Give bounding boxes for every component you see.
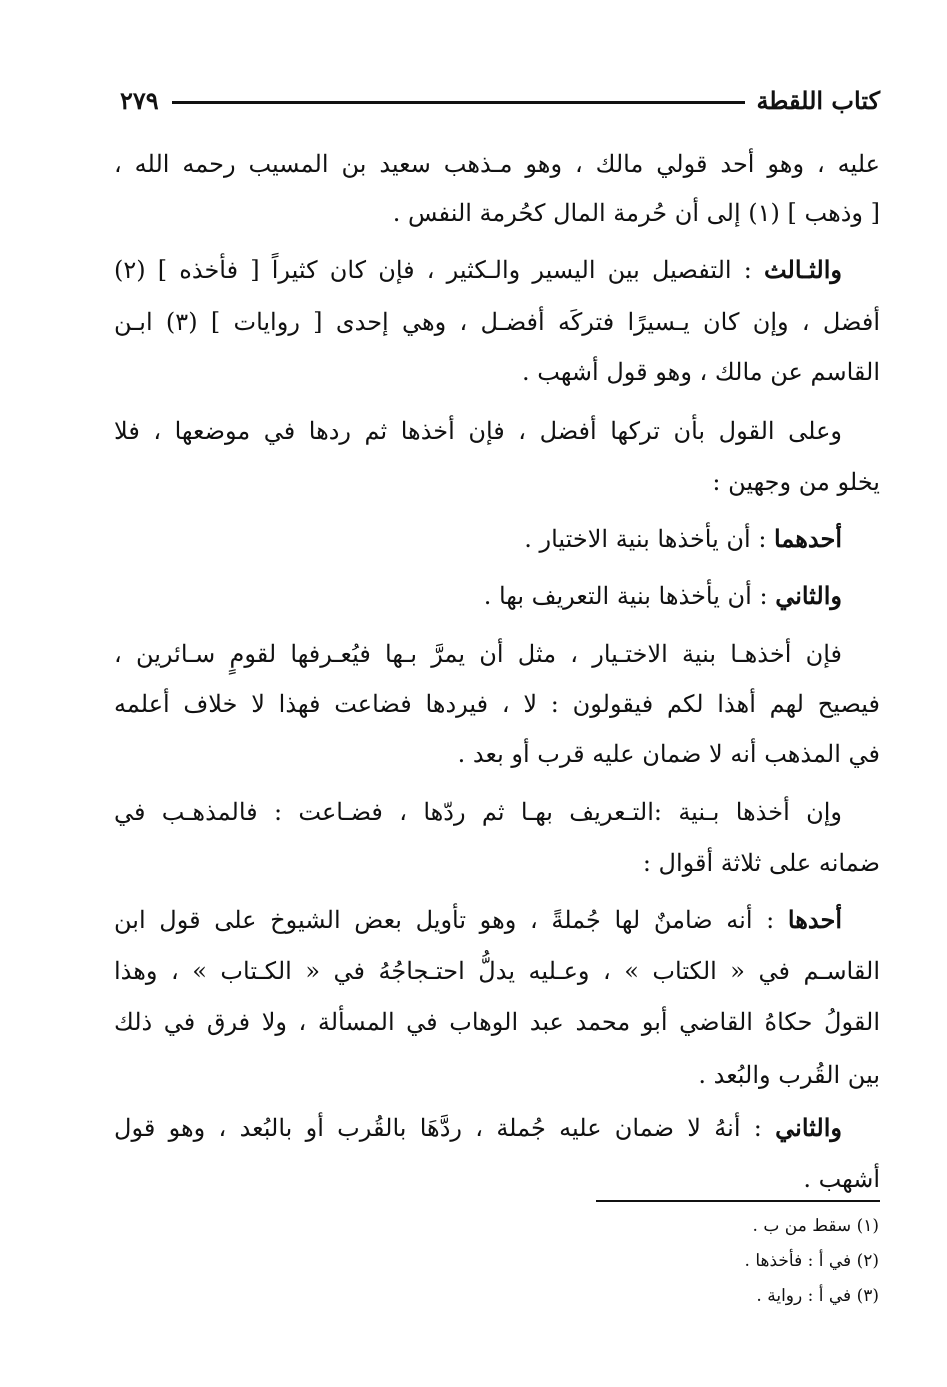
text-line — [114, 576, 880, 616]
section-term: أحدهما — [774, 524, 842, 553]
section-term: والثـالث — [763, 255, 842, 284]
text-span: : أنه ضامنٌ لها جُملةً ، وهو تأويل بعض الشيوخ على قول ابن — [114, 906, 775, 934]
text-line: القاسم عن مالك ، وهو قول أشهب . — [522, 358, 880, 386]
text-span: : أن يأخذها بنية الاختيار . — [524, 525, 767, 553]
text-line: فيصيح لهم أهذا لكم فيقولون : لا ، فيردها فضاعت فهذا لا خلاف أعلمه — [114, 690, 880, 718]
page-number: ٢٧٩ — [120, 86, 159, 115]
text-line: القاسـم في « الكتاب » ، وعـليه يدلُّ احتـجاجُهُ في « الكـتاب » ، وهذا — [114, 957, 880, 985]
footnote: (٢) في أ : فأخذها . — [744, 1251, 879, 1271]
footnote: (١) سقط من ب . — [752, 1216, 879, 1236]
text-line: [ وذهب ] (١) إلى أن حُرمة المال كحُرمة النفس . — [392, 199, 880, 227]
text-line: ضمانه على ثلاثة أقوال : — [642, 849, 880, 877]
text-span: : التفصيل بين اليسير والـكثير ، فإن كان كثيراً [ فأخذه ] (٢) — [114, 256, 752, 284]
text-line: يخلو من وجهين : — [712, 468, 880, 496]
text-line: فإن أخذهـا بنية الاختـيار ، مثل أن يمرَّ بـها فيُعـرفها لقومٍ سـائرين ، — [114, 640, 842, 668]
text-line: وعلى القول بأن تركها أفضل ، فإن أخذها ثم ردها في موضعها ، فلا — [114, 417, 842, 445]
text-line: في المذهب أنه لا ضمان عليه قرب أو بعد . — [457, 740, 880, 768]
text-line — [114, 900, 880, 940]
section-term: أحدها — [787, 905, 842, 934]
text-line: وإن أخذها بـنية :التـعريف بهـا ثم ردّها ، فضـاعت : فالمذهـب في — [114, 798, 842, 826]
text-line — [114, 250, 880, 290]
text-line — [114, 519, 880, 559]
text-line: القولُ حكاهُ القاضي أبو محمد عبد الوهاب في المسألة ، ولا فرق في ذلك — [114, 1008, 881, 1036]
section-term: والثاني — [775, 1113, 842, 1142]
text-span: : أن يأخذها بنية التعريف بها . — [483, 582, 768, 610]
page-header — [110, 84, 880, 124]
text-line: بين القُرب والبُعد . — [698, 1061, 880, 1089]
running-title: كتاب اللقطة — [756, 86, 880, 115]
text-span: : أنهُ لا ضمان عليه جُملة ، ردَّهَا بالقُرب أو بالبُعد ، وهو قول — [114, 1114, 762, 1142]
section-term: والثاني — [775, 581, 842, 610]
text-line: عليه ، وهو أحد قولي مالك ، وهو مـذهب سعيد بن المسيب رحمه الله ، — [114, 150, 880, 178]
footnote-rule — [596, 1200, 880, 1202]
header-rule — [172, 101, 745, 104]
text-line: أشهب . — [803, 1165, 880, 1193]
text-line — [114, 1108, 880, 1148]
footnote: (٣) في أ : رواية . — [756, 1286, 879, 1306]
text-line: أفضل ، وإن كان يـسيرًا فتركَه أفضـل ، وهي إحدى [ روايات ] (٣) ابـن — [114, 308, 881, 336]
